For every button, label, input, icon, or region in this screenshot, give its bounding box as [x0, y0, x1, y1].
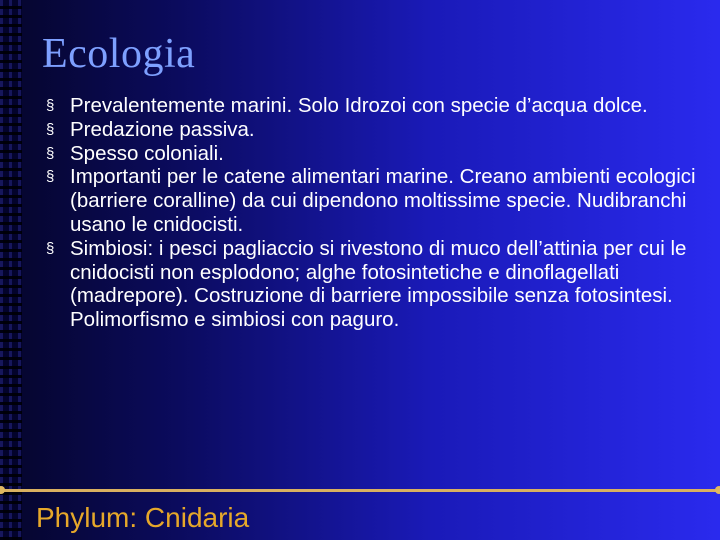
divider-cap-right [715, 486, 720, 494]
footer-divider-line [0, 489, 720, 492]
bullet-marker-icon: § [46, 144, 55, 162]
bullet-text: Prevalentemente marini. Solo Idrozoi con specie d’acqua dolce. [70, 94, 648, 117]
bullet-item [46, 94, 696, 118]
decorative-left-strip [0, 0, 22, 540]
bullet-item [46, 142, 696, 166]
bullet-marker-icon: § [46, 168, 55, 186]
bullet-item [46, 118, 696, 142]
bullet-list [46, 94, 696, 332]
bullet-marker-icon: § [46, 239, 55, 257]
bullet-text: Importanti per le catene alimentari marine. Creano ambienti ecologici (barriere coralline) da cui dipendono moltissime specie. Nudibranchi usano le cnidocisti. [70, 165, 696, 236]
bullet-text: Simbiosi: i pesci pagliaccio si rivestono di muco dell’attinia per cui le cnidocisti non esplodono; alghe fotosintetiche e dinoflagellati (madrepore). Costruzione di barriere impossibile senza fotosintesi. Polimorfismo e simbiosi con paguro. [70, 236, 687, 332]
slide-title: Ecologia [42, 31, 196, 77]
bullet-marker-icon: § [46, 97, 55, 114]
footer-title: Phylum: Cnidaria [36, 502, 250, 533]
bullet-text: Predazione passiva. [70, 117, 255, 141]
bullet-marker-icon: § [46, 120, 55, 138]
bullet-item [46, 165, 696, 236]
bullet-item [46, 237, 696, 332]
bullet-text: Spesso coloniali. [70, 141, 224, 165]
